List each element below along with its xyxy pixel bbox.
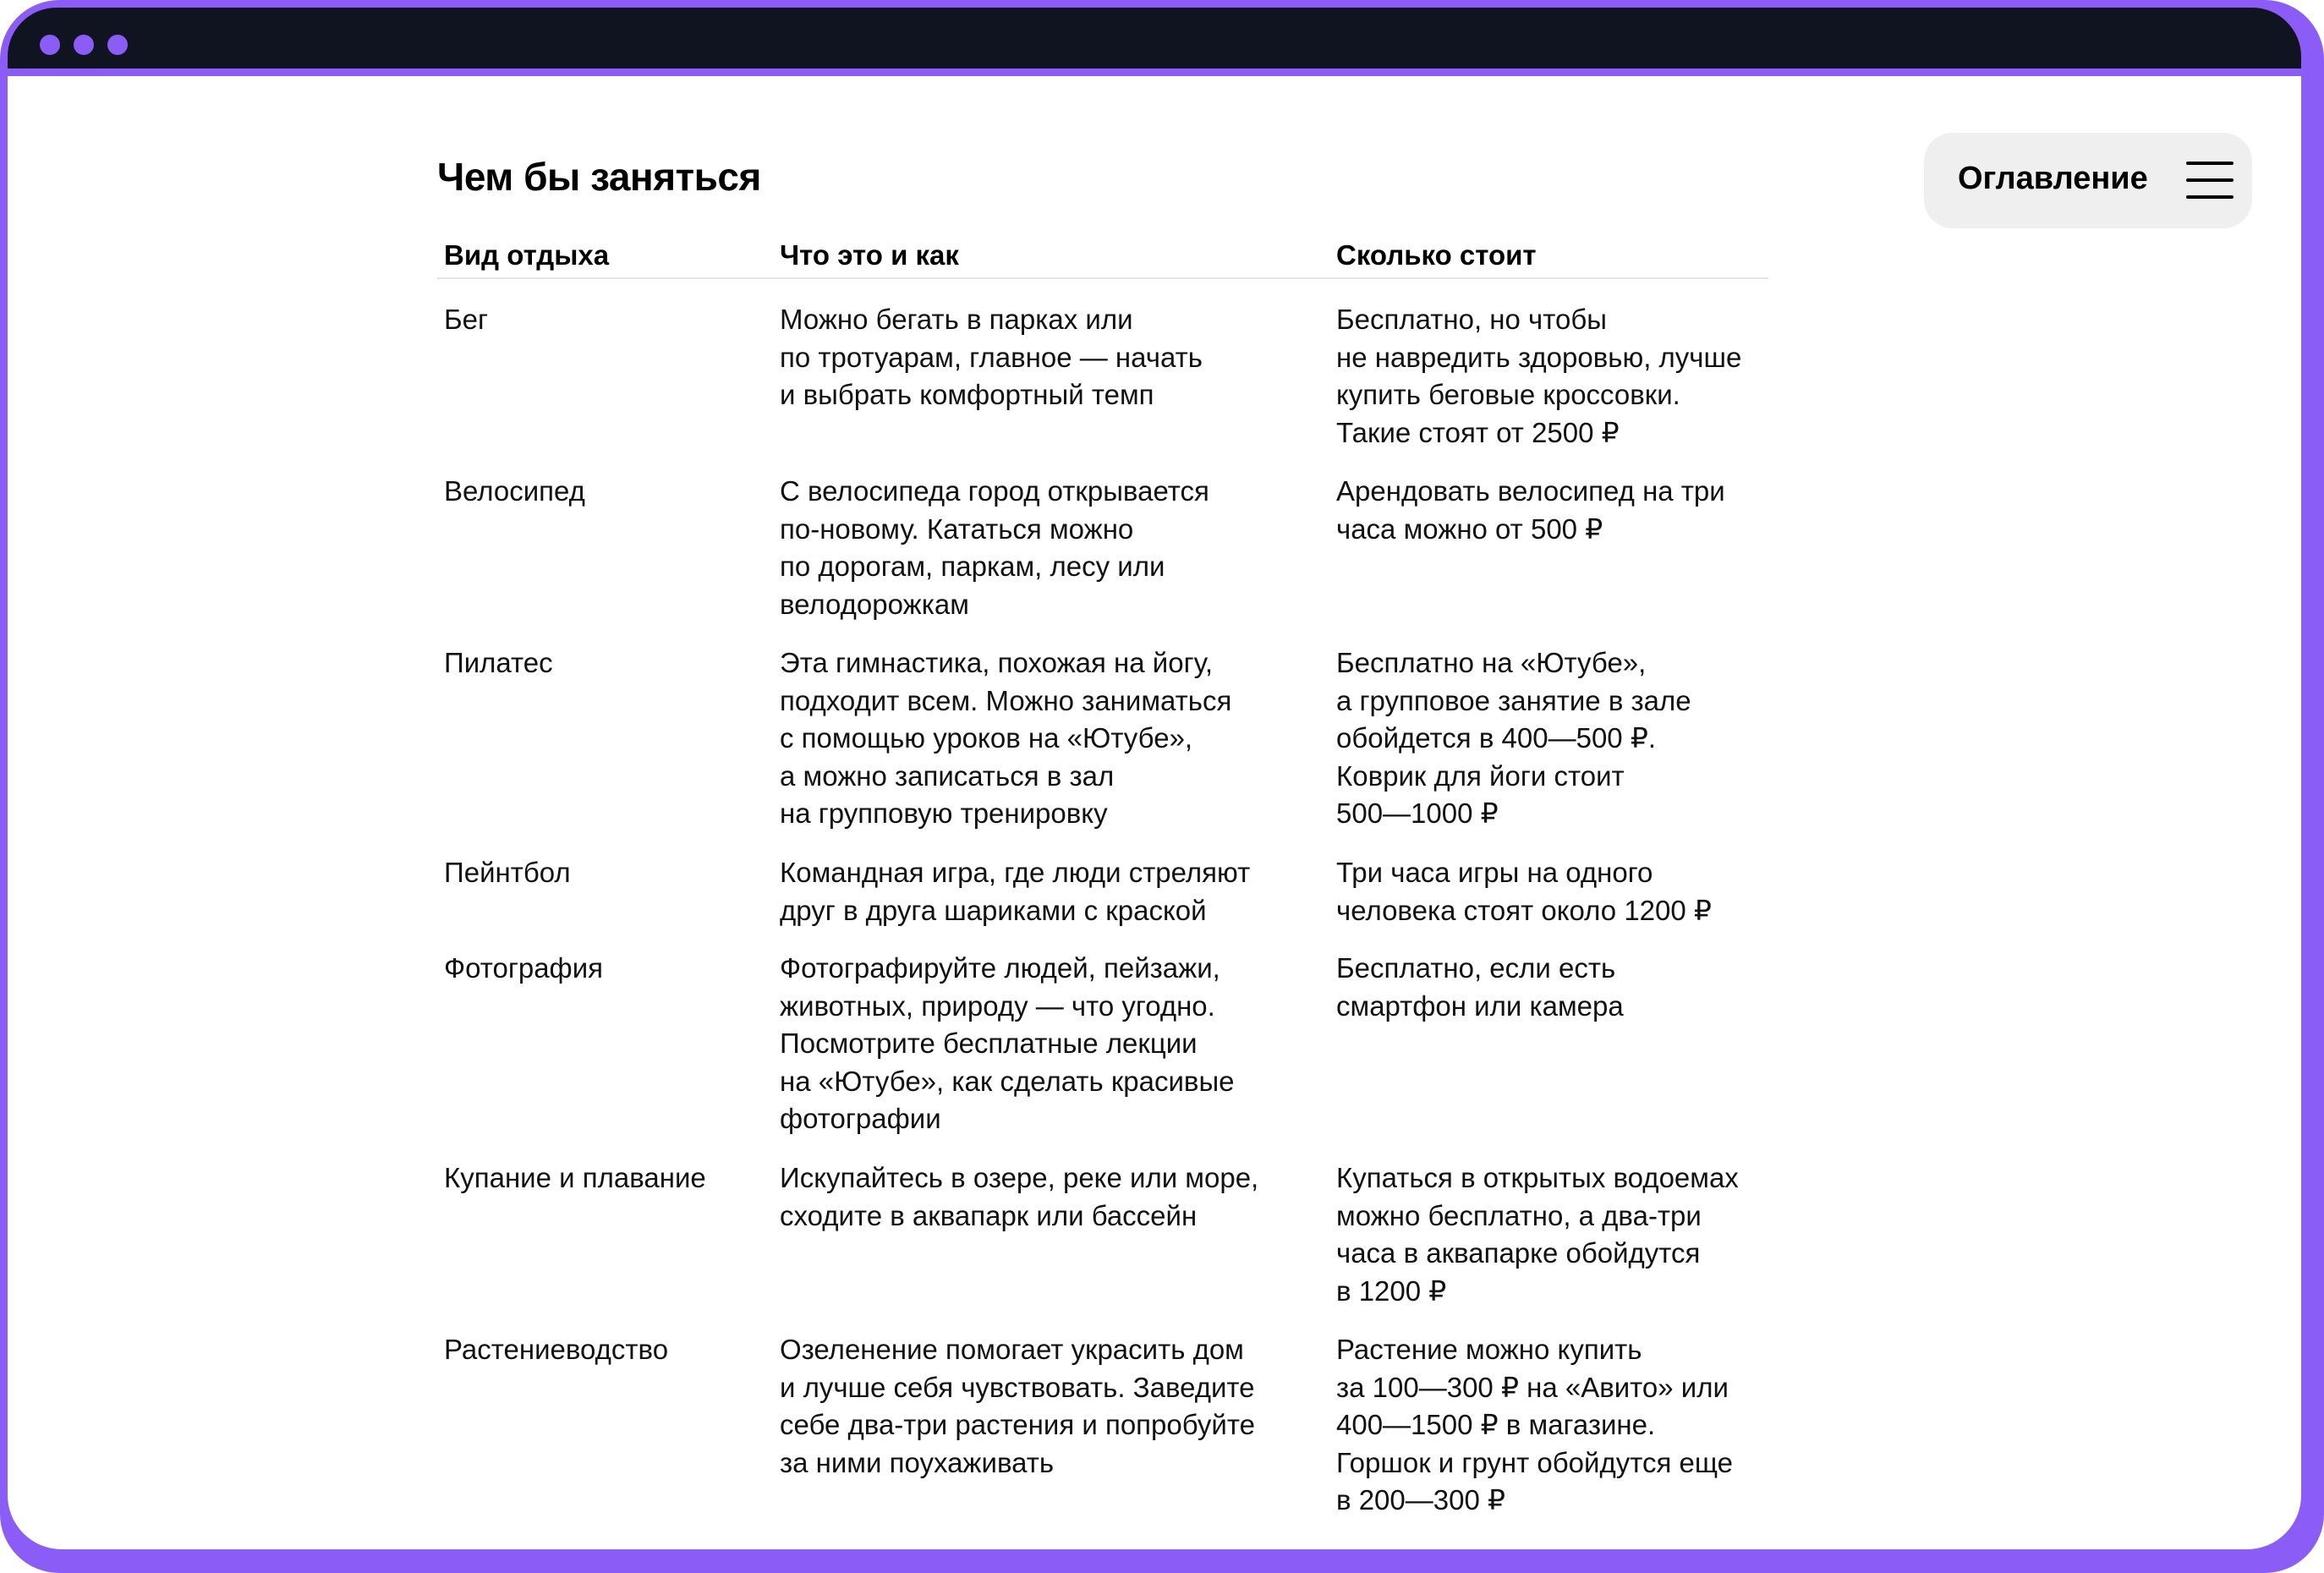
window-titlebar bbox=[8, 8, 2301, 69]
cost-cell: Арендовать велосипед на три часа можно от 500 ₽ bbox=[1336, 475, 1725, 545]
table-row bbox=[437, 1331, 1768, 1534]
description-cell: Фотографируйте людей, пейзажи, животных, природу — что угодно. Посмотрите бесплатные лекции на «Ютубе», как сделать красивые фотографии bbox=[780, 952, 1235, 1134]
cost-cell: Три часа игры на одного человека стоят около 1200 ₽ bbox=[1336, 857, 1712, 926]
activity-cell: Велосипед bbox=[444, 475, 585, 507]
table-row bbox=[437, 854, 1768, 950]
table-row bbox=[437, 301, 1768, 473]
activity-cell: Бег bbox=[444, 304, 489, 335]
header-description: Что это и как bbox=[780, 239, 959, 271]
table-header bbox=[437, 237, 1768, 279]
cost-cell: Растение можно купить за 100—300 ₽ на «Авито» или 400—1500 ₽ в магазине. Горшок и грунт обойдутся еще в 200—300 ₽ bbox=[1336, 1334, 1733, 1515]
description-cell: Эта гимнастика, похожая на йогу, подходит всем. Можно заниматься с помощью уроков на «Ютубе», а можно записаться в зал на групповую тренировку bbox=[780, 647, 1232, 829]
activity-cell: Растениеводство bbox=[444, 1334, 669, 1365]
description-cell: Командная игра, где люди стреляют друг в друга шариками с краской bbox=[780, 857, 1251, 926]
page-content bbox=[8, 76, 2301, 1549]
table-row bbox=[437, 644, 1768, 854]
window-dot-icon bbox=[40, 35, 60, 55]
header-cost: Сколько стоит bbox=[1336, 239, 1537, 271]
activity-cell: Пилатес bbox=[444, 647, 553, 678]
hamburger-menu-icon bbox=[2186, 162, 2234, 199]
table-row bbox=[437, 950, 1768, 1159]
cost-cell: Бесплатно на «Ютубе», а групповое занятие в зале обойдется в 400—500 ₽. Коврик для йоги стоит 500—1000 ₽ bbox=[1336, 647, 1691, 829]
table-of-contents-button[interactable] bbox=[1924, 133, 2252, 228]
activity-cell: Фотография bbox=[444, 952, 604, 984]
cost-cell: Купаться в открытых водоемах можно бесплатно, а два-три часа в аквапарке обойдутся в 1200 ₽ bbox=[1336, 1162, 1739, 1307]
description-cell: Можно бегать в парках или по тротуарам, главное — начать и выбрать комфортный темп bbox=[780, 304, 1203, 410]
description-cell: С велосипеда город открывается по-новому. Кататься можно по дорогам, паркам, лесу или велодорожкам bbox=[780, 475, 1209, 620]
header-activity: Вид отдыха bbox=[444, 239, 610, 271]
toc-label: Оглавление bbox=[1958, 161, 2148, 196]
activity-cell: Купание и плавание bbox=[444, 1162, 706, 1193]
table-row bbox=[437, 1159, 1768, 1331]
activity-cell: Пейнтбол bbox=[444, 857, 571, 888]
activities-table bbox=[437, 237, 1768, 1534]
cost-cell: Бесплатно, но чтобы не навредить здоровью, лучше купить беговые кроссовки. Такие стоят от 2500 ₽ bbox=[1336, 304, 1742, 448]
description-cell: Искупайтесь в озере, реке или море, сходите в аквапарк или бассейн bbox=[780, 1162, 1259, 1231]
window-dot-icon bbox=[107, 35, 128, 55]
cost-cell: Бесплатно, если есть смартфон или камера bbox=[1336, 952, 1624, 1022]
window-dot-icon bbox=[74, 35, 94, 55]
table-row bbox=[437, 473, 1768, 644]
description-cell: Озеленение помогает украсить дом и лучше себя чувствовать. Заведите себе два-три растения и попробуйте за ними поухаживать bbox=[780, 1334, 1255, 1478]
page-title: Чем бы заняться bbox=[437, 155, 761, 199]
